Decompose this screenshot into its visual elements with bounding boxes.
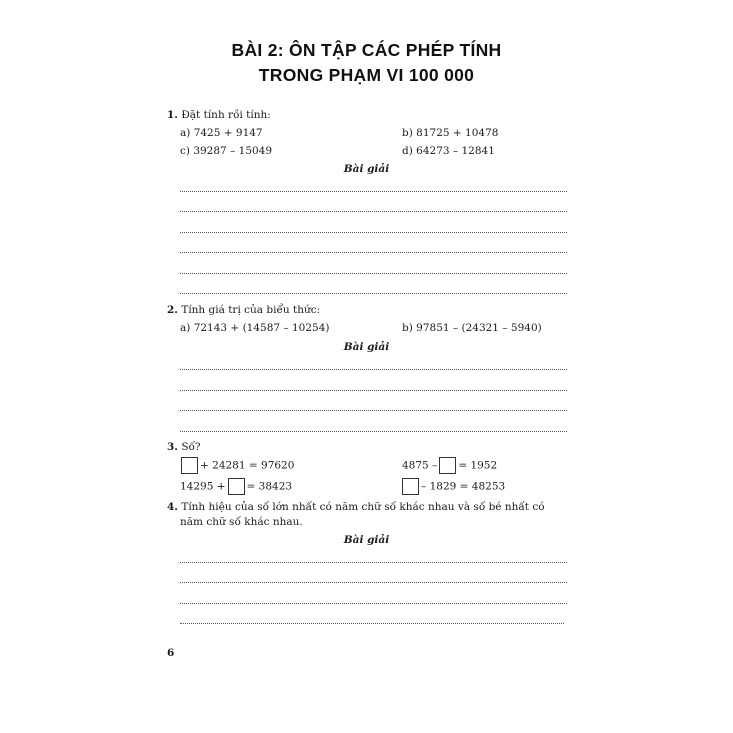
exercise-3-row1-right [402, 457, 497, 474]
answer-line [180, 232, 567, 233]
exercise-1-heading [167, 109, 271, 121]
answer-line [180, 293, 567, 294]
answer-line [180, 623, 564, 624]
exercise-2-prompt: Tính giá trị của biểu thức: [181, 304, 321, 316]
answer-line [180, 582, 567, 583]
solution-label-4: Bài giải [343, 534, 390, 546]
answer-box[interactable] [439, 457, 456, 474]
answer-line [180, 252, 567, 253]
exercise-2b: b) 97851 – (24321 – 5940) [402, 322, 542, 334]
solution-label-1: Bài giải [343, 163, 390, 175]
answer-line [180, 211, 567, 212]
equation-text: + 24281 = 97620 [200, 459, 295, 472]
answer-box[interactable] [181, 457, 198, 474]
answer-box[interactable] [228, 478, 245, 495]
answer-line [180, 191, 567, 192]
exercise-3-heading [167, 441, 201, 453]
equation-text: = 38423 [246, 480, 293, 493]
exercise-3-row2-left [180, 478, 292, 495]
answer-box[interactable] [402, 478, 419, 495]
exercise-4-prompt-cont: năm chữ số khác nhau. [180, 516, 303, 528]
page-subtitle: TRONG PHẠM VI 100 000 [258, 65, 475, 85]
exercise-1-number: 1. [167, 109, 178, 121]
page-number: 6 [167, 647, 175, 659]
exercise-4-number: 4. [167, 501, 178, 513]
answer-line [180, 273, 567, 274]
exercise-4-prompt: Tính hiệu của số lớn nhất có năm chữ số khác nhau và số bé nhất có [181, 501, 545, 513]
equation-text: – 1829 = 48253 [421, 480, 506, 493]
exercise-2a: a) 72143 + (14587 – 10254) [180, 322, 330, 334]
exercise-2-number: 2. [167, 304, 178, 316]
exercise-3-prompt: Số? [181, 441, 201, 453]
answer-line [180, 431, 567, 432]
solution-label-2: Bài giải [343, 341, 390, 353]
exercise-1-prompt: Đặt tính rồi tính: [181, 109, 271, 121]
answer-line [180, 562, 567, 563]
equation-text: 4875 – [402, 459, 438, 472]
exercise-1a: a) 7425 + 9147 [180, 127, 263, 139]
answer-line [180, 369, 567, 370]
exercise-3-number: 3. [167, 441, 178, 453]
answer-line [180, 390, 567, 391]
exercise-1b: b) 81725 + 10478 [402, 127, 499, 139]
page-title: BÀI 2: ÔN TẬP CÁC PHÉP TÍNH [231, 40, 502, 60]
answer-line [180, 410, 567, 411]
exercise-1d: d) 64273 – 12841 [402, 145, 495, 157]
exercise-4-heading [167, 501, 545, 513]
answer-line [180, 603, 567, 604]
exercise-3-row2-right [400, 478, 505, 495]
exercise-2-heading [167, 304, 320, 316]
exercise-3-row1-left [179, 457, 294, 474]
equation-text: 14295 + [180, 480, 226, 493]
exercise-1c: c) 39287 – 15049 [180, 145, 273, 157]
equation-text: = 1952 [458, 459, 498, 472]
